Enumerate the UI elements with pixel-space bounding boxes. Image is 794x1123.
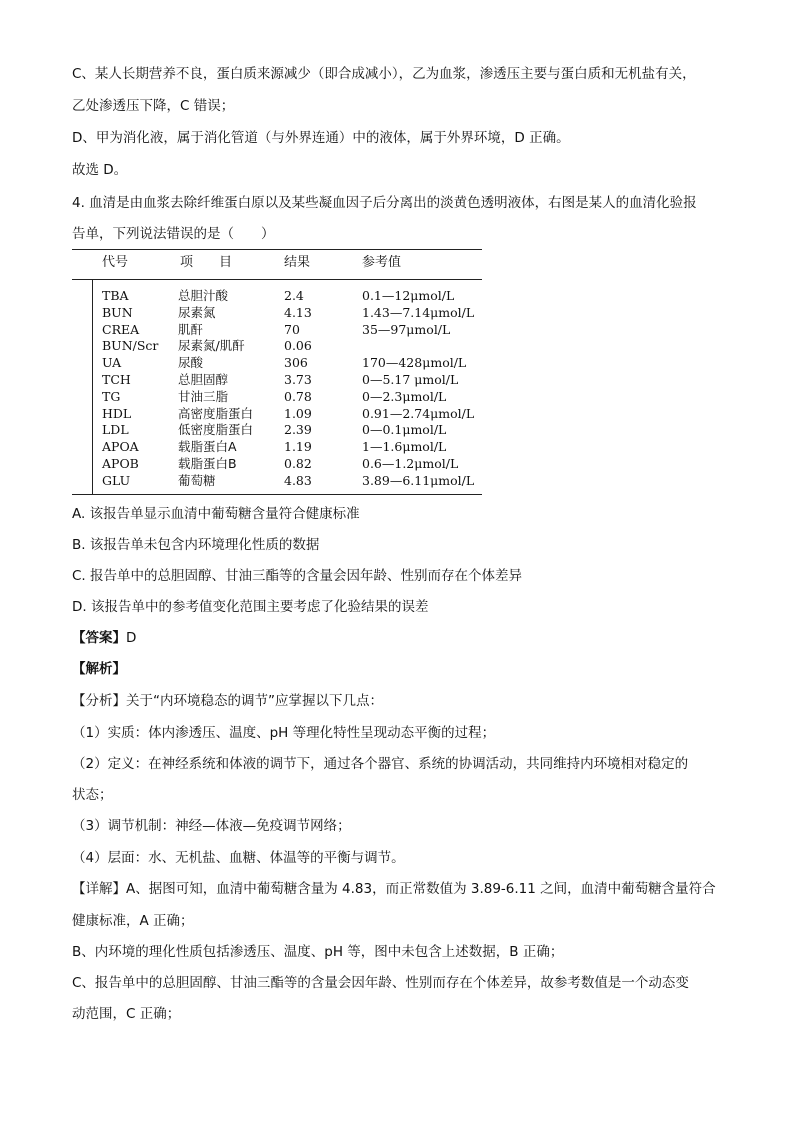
- question-stem: 4. 血清是由血浆去除纤维蛋白原以及某些凝血因子后分离出的淡黄色透明液体，右图是某人的血清化验报: [72, 195, 697, 211]
- row-reference: 0.6—1.2μmol/L: [362, 456, 459, 471]
- answer-value: D: [126, 630, 137, 646]
- detail-line: C、报告单中的总胆固醇、甘油三酯等的含量会因年龄、性别而存在个体差异，故参考数值是一个动态变: [72, 975, 689, 991]
- header-code: 代号: [102, 255, 129, 270]
- row-reference: 0—0.1μmol/L: [362, 422, 447, 438]
- row-reference: 0.1—12μmol/L: [362, 288, 455, 303]
- row-item: 尿酸: [178, 355, 204, 371]
- question-stem: 告单，下列说法错误的是（ ）: [72, 226, 275, 242]
- analysis-line: 【分析】关于“内环境稳态的调节”应掌握以下几点：: [72, 693, 383, 709]
- header-result: 结果: [284, 255, 311, 270]
- row-reference: 0.91—2.74μmol/L: [362, 405, 475, 421]
- analysis-line: （4）层面：水、无机盐、血糖、体温等的平衡与调节。: [72, 850, 405, 866]
- row-item: 载脂蛋白B: [178, 456, 237, 471]
- detail-line: 动范围，C 正确；: [72, 1006, 181, 1022]
- table-rule-left: [92, 280, 93, 495]
- analysis-heading: [72, 659, 732, 679]
- row-reference: 35—97μmol/L: [362, 321, 451, 337]
- analysis-line: 状态；: [72, 787, 113, 803]
- row-code: LDL: [102, 422, 129, 438]
- table-rule-top: [72, 249, 482, 250]
- row-code: TG: [102, 388, 121, 404]
- row-code: APOB: [102, 456, 139, 471]
- lab-report-table: [72, 247, 482, 495]
- row-item: 高密度脂蛋白: [178, 405, 254, 421]
- option-c: C. 报告单中的总胆固醇、甘油三酯等的含量会因年龄、性别而存在个体差异: [72, 568, 523, 584]
- row-result: 4.83: [284, 472, 312, 488]
- table-rule-header: [72, 279, 482, 280]
- row-result: 3.73: [284, 372, 312, 387]
- row-item: 低密度脂蛋白: [178, 422, 254, 438]
- text-line: D、甲为消化液，属于消化管道（与外界连通）中的液体，属于外界环境，D 正确。: [72, 130, 570, 146]
- row-result: 306: [284, 355, 308, 371]
- row-item: 载脂蛋白A: [178, 439, 237, 455]
- row-item: 总胆汁酸: [178, 288, 229, 303]
- row-code: TCH: [102, 372, 131, 387]
- row-code: BUN/Scr: [102, 338, 159, 354]
- row-code: TBA: [102, 288, 129, 303]
- row-item: 肌酐: [178, 321, 204, 337]
- row-reference: 0—5.17 μmol/L: [362, 372, 459, 387]
- row-item: 尿素氮: [178, 304, 216, 320]
- row-item: 总胆固醇: [178, 372, 229, 387]
- analysis-line: （1）实质：体内渗透压、温度、pH 等理化特性呈现动态平衡的过程；: [72, 725, 496, 741]
- row-code: UA: [102, 355, 122, 371]
- option-a: A. 该报告单显示血清中葡萄糖含量符合健康标准: [72, 506, 360, 522]
- row-code: GLU: [102, 472, 131, 488]
- row-result: 70: [284, 321, 300, 337]
- row-result: 1.19: [284, 439, 312, 455]
- row-reference: 1—1.6μmol/L: [362, 439, 447, 455]
- option-b: B. 该报告单未包含内环境理化性质的数据: [72, 537, 320, 553]
- header-item: 项 目: [180, 255, 233, 270]
- row-result: 1.09: [284, 405, 312, 421]
- row-item: 葡萄糖: [178, 472, 216, 488]
- row-code: BUN: [102, 304, 133, 320]
- analysis-line: （3）调节机制：神经—体液—免疫调节网络；: [72, 818, 351, 834]
- answer-label: 【答案】: [72, 630, 126, 646]
- row-result: 2.4: [284, 288, 304, 303]
- row-result: 0.82: [284, 456, 312, 471]
- text-line: C、某人长期营养不良，蛋白质来源减少（即合成减小），乙为血浆，渗透压主要与蛋白质和无机盐有关，: [72, 66, 696, 82]
- table-rule-bottom: [72, 494, 482, 495]
- row-reference: 1.43—7.14μmol/L: [362, 304, 475, 320]
- option-d: D. 该报告单中的参考值变化范围主要考虑了化验结果的误差: [72, 599, 429, 615]
- row-reference: 3.89—6.11μmol/L: [362, 472, 475, 488]
- row-result: 4.13: [284, 304, 312, 320]
- detail-line: B、内环境的理化性质包括渗透压、温度、pH 等，图中未包含上述数据，B 正确；: [72, 944, 564, 960]
- row-reference: 0—2.3μmol/L: [362, 388, 447, 404]
- row-code: APOA: [102, 439, 139, 455]
- detail-line: 健康标准，A 正确；: [72, 913, 194, 929]
- row-result: 0.78: [284, 388, 312, 404]
- row-result: 0.06: [284, 338, 312, 354]
- text-line: 故选 D。: [72, 162, 128, 178]
- answer-line: [72, 628, 732, 648]
- text-line: 乙处渗透压下降，C 错误；: [72, 98, 235, 114]
- analysis-label: 【解析】: [72, 661, 126, 677]
- row-item: 甘油三脂: [178, 388, 229, 404]
- row-item: 尿素氮/肌酐: [178, 338, 245, 354]
- row-result: 2.39: [284, 422, 312, 438]
- row-code: HDL: [102, 405, 132, 421]
- header-reference: 参考值: [362, 255, 402, 270]
- row-reference: 170—428μmol/L: [362, 355, 467, 371]
- analysis-line: （2）定义：在神经系统和体液的调节下，通过各个器官、系统的协调活动，共同维持内环境相对稳定的: [72, 756, 689, 772]
- detail-line: 【详解】A、据图可知，血清中葡萄糖含量为 4.83，而正常数值为 3.89-6.11 之间，血清中葡萄糖含量符合: [72, 881, 716, 897]
- row-code: CREA: [102, 321, 140, 337]
